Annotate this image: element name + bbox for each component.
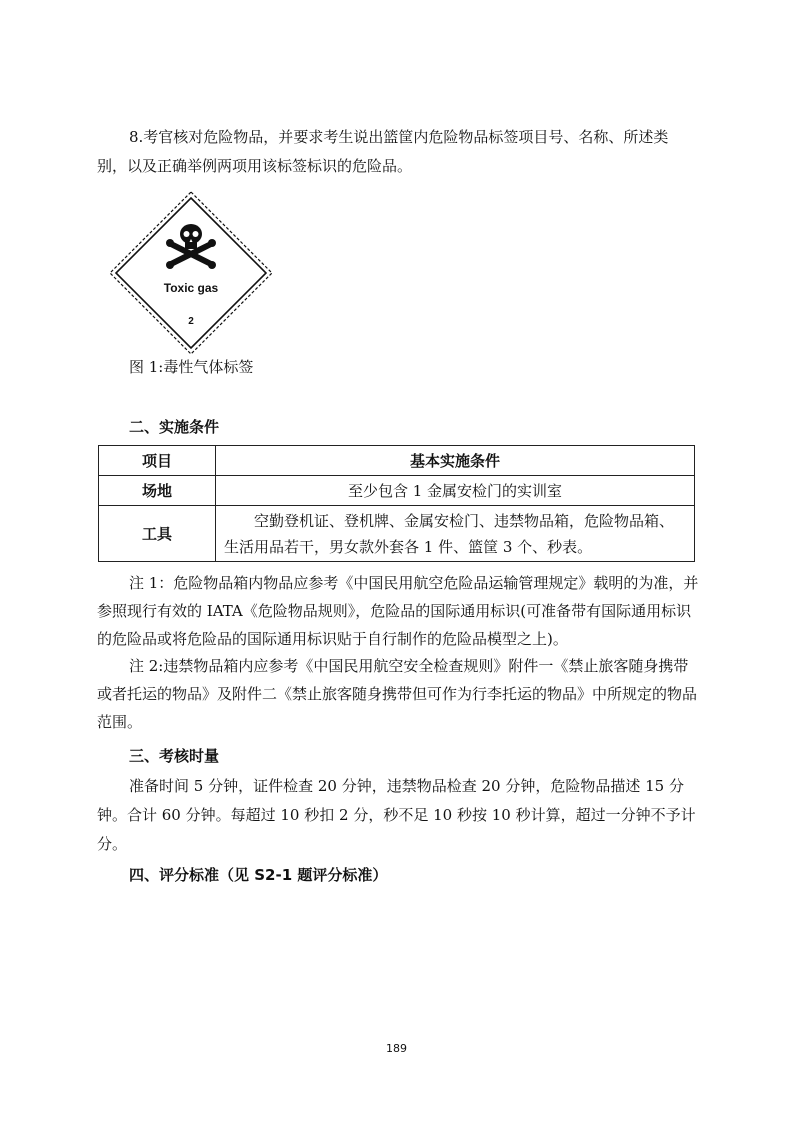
note1-line-2: 参照现行有效的 IATA《危险物品规则》，危险品的国际通用标识(可准备带有国际通用标识 [97,602,692,620]
row-item-tools-label: 工具 [141,525,172,543]
tools-line-1: 空勤登机证、登机牌、金属安检门、违禁物品箱，危险物品箱、 [254,511,675,530]
note2-line-2: 或者托运的物品》及附件二《禁止旅客随身携带但可作为行李托运的物品》中所规定的物品 [97,685,698,703]
figure-caption: 图 1:毒性气体标签 [129,358,254,376]
row-content-venue: 至少包含 1 金属安检门的实训室 [216,476,695,506]
table-row [99,476,695,506]
row-item-venue: 场地 [99,476,216,506]
table-row [99,506,695,562]
header-item: 项目 [99,446,216,476]
label-class-number: 2 [188,316,194,327]
conditions-table [98,445,695,562]
section3-line-2: 钟。合计 60 分钟。每超过 10 秒扣 2 分，秒不足 10 秒按 10 秒计算，超过一分钟不予计 [97,806,696,824]
header-conditions: 基本实施条件 [216,446,695,476]
intro-line-1: 8.考官核对危险物品，并要求考生说出篮筐内危险物品标签项目号、名称、所述类 [129,128,669,146]
table-header-row [99,446,695,476]
note2-line-1: 注 2:违禁物品箱内应参考《中国民用航空安全检查规则》附件一《禁止旅客随身携带 [129,657,689,675]
note1-line-3: 的危险品或将危险品的国际通用标识贴于自行制作的危险品模型之上)。 [97,630,568,648]
intro-line-2: 别，以及正确举例两项用该标签标识的危险品。 [97,157,413,175]
label-text: Toxic gas [163,281,219,295]
section-4-title: 四、评分标准（见 S2-1 题评分标准） [129,866,388,884]
note2-line-3: 范围。 [97,713,143,731]
section-2-title: 二、实施条件 [129,418,220,436]
section3-line-3: 分。 [97,835,128,853]
row-item-tools [99,506,216,562]
toxic-gas-label [108,190,274,356]
note1-line-1: 注 1：危险物品箱内物品应参考《中国民用航空危险品运输管理规定》载明的为准，并 [129,574,699,592]
page-number: 189 [386,1042,407,1055]
section3-line-1: 准备时间 5 分钟，证件检查 20 分钟，违禁物品检查 20 分钟，危险物品描述 15 分 [129,777,684,795]
row-content-tools [216,506,695,562]
tools-line-2: 生活用品若干，男女款外套各 1 件、篮筐 3 个、秒表。 [224,537,593,556]
section-3-title: 三、考核时量 [129,747,220,765]
